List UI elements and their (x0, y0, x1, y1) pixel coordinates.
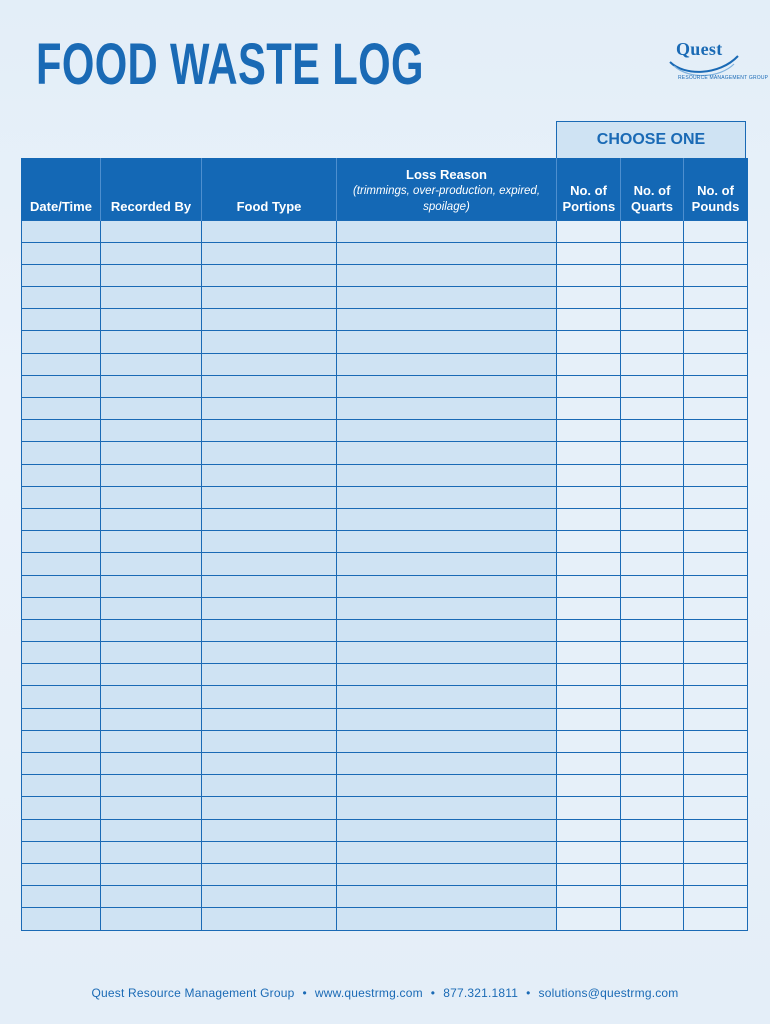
table-row (22, 420, 748, 442)
cell-date-time[interactable] (22, 775, 101, 797)
cell-loss-reason[interactable] (337, 353, 557, 375)
cell-recorded-by[interactable] (101, 287, 202, 309)
cell-date-time[interactable] (22, 708, 101, 730)
cell-portions[interactable] (557, 775, 621, 797)
cell-recorded-by[interactable] (101, 841, 202, 863)
cell-recorded-by[interactable] (101, 353, 202, 375)
cell-date-time[interactable] (22, 797, 101, 819)
table-row (22, 442, 748, 464)
cell-recorded-by[interactable] (101, 886, 202, 908)
table-row (22, 708, 748, 730)
cell-portions[interactable] (557, 753, 621, 775)
cell-loss-reason[interactable] (337, 287, 557, 309)
cell-recorded-by[interactable] (101, 597, 202, 619)
cell-portions[interactable] (557, 375, 621, 397)
table-row (22, 375, 748, 397)
cell-recorded-by[interactable] (101, 753, 202, 775)
cell-recorded-by[interactable] (101, 686, 202, 708)
cell-pounds[interactable] (684, 220, 748, 242)
cell-food-type[interactable] (202, 264, 337, 286)
cell-date-time[interactable] (22, 420, 101, 442)
food-waste-log-table (21, 158, 748, 931)
cell-recorded-by[interactable] (101, 264, 202, 286)
cell-food-type[interactable] (202, 331, 337, 353)
table-row (22, 575, 748, 597)
cell-portions[interactable] (557, 398, 621, 420)
cell-loss-reason[interactable] (337, 708, 557, 730)
cell-loss-reason[interactable] (337, 664, 557, 686)
cell-date-time[interactable] (22, 531, 101, 553)
cell-recorded-by[interactable] (101, 642, 202, 664)
cell-food-type[interactable] (202, 508, 337, 530)
cell-quarts[interactable] (621, 420, 684, 442)
cell-pounds[interactable] (684, 508, 748, 530)
cell-recorded-by[interactable] (101, 464, 202, 486)
cell-pounds[interactable] (684, 575, 748, 597)
cell-quarts[interactable] (621, 553, 684, 575)
cell-portions[interactable] (557, 575, 621, 597)
cell-quarts[interactable] (621, 464, 684, 486)
cell-pounds[interactable] (684, 730, 748, 752)
cell-loss-reason[interactable] (337, 619, 557, 641)
cell-food-type[interactable] (202, 464, 337, 486)
table-row (22, 353, 748, 375)
cell-portions[interactable] (557, 797, 621, 819)
cell-date-time[interactable] (22, 464, 101, 486)
cell-food-type[interactable] (202, 619, 337, 641)
cell-pounds[interactable] (684, 819, 748, 841)
bullet-icon: • (526, 986, 531, 1000)
cell-date-time[interactable] (22, 908, 101, 930)
cell-pounds[interactable] (684, 242, 748, 264)
cell-food-type[interactable] (202, 242, 337, 264)
table-row (22, 508, 748, 530)
cell-pounds[interactable] (684, 553, 748, 575)
cell-food-type[interactable] (202, 442, 337, 464)
cell-pounds[interactable] (684, 708, 748, 730)
table-row (22, 797, 748, 819)
cell-pounds[interactable] (684, 375, 748, 397)
cell-quarts[interactable] (621, 353, 684, 375)
cell-quarts[interactable] (621, 863, 684, 885)
cell-loss-reason[interactable] (337, 442, 557, 464)
cell-recorded-by[interactable] (101, 398, 202, 420)
cell-recorded-by[interactable] (101, 775, 202, 797)
cell-loss-reason[interactable] (337, 420, 557, 442)
cell-recorded-by[interactable] (101, 242, 202, 264)
loss-reason-hint: (trimmings, over-production, expired, spoilage) (352, 184, 541, 213)
cell-loss-reason[interactable] (337, 819, 557, 841)
cell-loss-reason[interactable] (337, 597, 557, 619)
cell-pounds[interactable] (684, 753, 748, 775)
column-header-loss-reason (337, 158, 557, 220)
cell-loss-reason[interactable] (337, 220, 557, 242)
cell-food-type[interactable] (202, 863, 337, 885)
cell-loss-reason[interactable] (337, 508, 557, 530)
cell-loss-reason[interactable] (337, 642, 557, 664)
cell-loss-reason[interactable] (337, 464, 557, 486)
table-row (22, 886, 748, 908)
cell-quarts[interactable] (621, 686, 684, 708)
loss-reason-label: Loss Reason (406, 166, 487, 182)
table-row (22, 863, 748, 885)
table-row (22, 553, 748, 575)
cell-food-type[interactable] (202, 575, 337, 597)
cell-date-time[interactable] (22, 819, 101, 841)
cell-loss-reason[interactable] (337, 264, 557, 286)
cell-loss-reason[interactable] (337, 531, 557, 553)
cell-date-time[interactable] (22, 508, 101, 530)
cell-loss-reason[interactable] (337, 841, 557, 863)
table-row (22, 775, 748, 797)
cell-pounds[interactable] (684, 264, 748, 286)
table-row (22, 398, 748, 420)
cell-loss-reason[interactable] (337, 309, 557, 331)
cell-pounds[interactable] (684, 531, 748, 553)
cell-recorded-by[interactable] (101, 442, 202, 464)
cell-recorded-by[interactable] (101, 486, 202, 508)
table-row (22, 597, 748, 619)
cell-portions[interactable] (557, 642, 621, 664)
cell-portions[interactable] (557, 442, 621, 464)
cell-date-time[interactable] (22, 553, 101, 575)
cell-portions[interactable] (557, 242, 621, 264)
table-row (22, 730, 748, 752)
cell-loss-reason[interactable] (337, 753, 557, 775)
cell-pounds[interactable] (684, 908, 748, 930)
cell-quarts[interactable] (621, 908, 684, 930)
table-row (22, 287, 748, 309)
table-row (22, 642, 748, 664)
cell-quarts[interactable] (621, 841, 684, 863)
cell-food-type[interactable] (202, 220, 337, 242)
cell-food-type[interactable] (202, 375, 337, 397)
cell-food-type[interactable] (202, 398, 337, 420)
cell-date-time[interactable] (22, 398, 101, 420)
cell-pounds[interactable] (684, 309, 748, 331)
cell-portions[interactable] (557, 708, 621, 730)
cell-date-time[interactable] (22, 642, 101, 664)
cell-pounds[interactable] (684, 686, 748, 708)
cell-quarts[interactable] (621, 398, 684, 420)
table-row (22, 220, 748, 242)
cell-recorded-by[interactable] (101, 553, 202, 575)
cell-loss-reason[interactable] (337, 375, 557, 397)
footer-email: solutions@questrmg.com (538, 986, 679, 1000)
table-row (22, 753, 748, 775)
cell-food-type[interactable] (202, 642, 337, 664)
footer-website: www.questrmg.com (314, 986, 423, 1000)
cell-quarts[interactable] (621, 797, 684, 819)
cell-portions[interactable] (557, 464, 621, 486)
cell-recorded-by[interactable] (101, 508, 202, 530)
cell-date-time[interactable] (22, 730, 101, 752)
cell-pounds[interactable] (684, 642, 748, 664)
cell-date-time[interactable] (22, 753, 101, 775)
choose-one-label: CHOOSE ONE (556, 121, 746, 159)
cell-quarts[interactable] (621, 375, 684, 397)
cell-recorded-by[interactable] (101, 309, 202, 331)
cell-portions[interactable] (557, 508, 621, 530)
cell-portions[interactable] (557, 597, 621, 619)
cell-pounds[interactable] (684, 420, 748, 442)
table-row (22, 686, 748, 708)
cell-quarts[interactable] (621, 642, 684, 664)
cell-quarts[interactable] (621, 886, 684, 908)
cell-loss-reason[interactable] (337, 398, 557, 420)
cell-recorded-by[interactable] (101, 420, 202, 442)
cell-loss-reason[interactable] (337, 575, 557, 597)
table-row (22, 486, 748, 508)
cell-food-type[interactable] (202, 287, 337, 309)
cell-recorded-by[interactable] (101, 708, 202, 730)
cell-pounds[interactable] (684, 886, 748, 908)
cell-food-type[interactable] (202, 353, 337, 375)
cell-pounds[interactable] (684, 331, 748, 353)
cell-date-time[interactable] (22, 309, 101, 331)
quest-logo (664, 36, 769, 88)
cell-portions[interactable] (557, 353, 621, 375)
cell-quarts[interactable] (621, 242, 684, 264)
cell-pounds[interactable] (684, 398, 748, 420)
cell-pounds[interactable] (684, 863, 748, 885)
cell-date-time[interactable] (22, 686, 101, 708)
cell-pounds[interactable] (684, 664, 748, 686)
cell-pounds[interactable] (684, 797, 748, 819)
cell-pounds[interactable] (684, 464, 748, 486)
cell-loss-reason[interactable] (337, 486, 557, 508)
cell-loss-reason[interactable] (337, 775, 557, 797)
cell-food-type[interactable] (202, 420, 337, 442)
table-row (22, 309, 748, 331)
cell-portions[interactable] (557, 331, 621, 353)
cell-quarts[interactable] (621, 264, 684, 286)
cell-food-type[interactable] (202, 486, 337, 508)
table-row (22, 464, 748, 486)
cell-loss-reason[interactable] (337, 730, 557, 752)
cell-portions[interactable] (557, 730, 621, 752)
cell-quarts[interactable] (621, 819, 684, 841)
cell-food-type[interactable] (202, 553, 337, 575)
cell-portions[interactable] (557, 664, 621, 686)
cell-pounds[interactable] (684, 287, 748, 309)
bullet-icon: • (430, 986, 436, 1000)
table-row (22, 619, 748, 641)
cell-pounds[interactable] (684, 442, 748, 464)
footer-contact (0, 986, 770, 1000)
cell-pounds[interactable] (684, 619, 748, 641)
cell-recorded-by[interactable] (101, 619, 202, 641)
column-header-date-time: Date/Time (22, 158, 101, 220)
cell-food-type[interactable] (202, 730, 337, 752)
cell-recorded-by[interactable] (101, 908, 202, 930)
cell-food-type[interactable] (202, 686, 337, 708)
cell-recorded-by[interactable] (101, 375, 202, 397)
cell-quarts[interactable] (621, 287, 684, 309)
cell-quarts[interactable] (621, 664, 684, 686)
cell-date-time[interactable] (22, 664, 101, 686)
table-row (22, 819, 748, 841)
cell-loss-reason[interactable] (337, 886, 557, 908)
cell-date-time[interactable] (22, 287, 101, 309)
cell-pounds[interactable] (684, 775, 748, 797)
cell-recorded-by[interactable] (101, 730, 202, 752)
logo-tagline: RESOURCE MANAGEMENT GROUP (678, 75, 769, 81)
table-row (22, 242, 748, 264)
cell-food-type[interactable] (202, 708, 337, 730)
cell-portions[interactable] (557, 841, 621, 863)
table-row (22, 841, 748, 863)
cell-portions[interactable] (557, 486, 621, 508)
cell-portions[interactable] (557, 287, 621, 309)
cell-food-type[interactable] (202, 597, 337, 619)
cell-date-time[interactable] (22, 597, 101, 619)
cell-food-type[interactable] (202, 797, 337, 819)
column-header-portions: No. of Portions (557, 158, 621, 220)
cell-date-time[interactable] (22, 353, 101, 375)
cell-portions[interactable] (557, 686, 621, 708)
cell-portions[interactable] (557, 863, 621, 885)
cell-recorded-by[interactable] (101, 863, 202, 885)
cell-portions[interactable] (557, 220, 621, 242)
table-row (22, 531, 748, 553)
cell-date-time[interactable] (22, 575, 101, 597)
cell-quarts[interactable] (621, 753, 684, 775)
table-header-row (22, 158, 748, 220)
page-title: FOOD WASTE LOG (36, 32, 424, 97)
cell-recorded-by[interactable] (101, 819, 202, 841)
cell-portions[interactable] (557, 908, 621, 930)
table-row (22, 664, 748, 686)
cell-date-time[interactable] (22, 863, 101, 885)
cell-portions[interactable] (557, 531, 621, 553)
cell-portions[interactable] (557, 886, 621, 908)
cell-food-type[interactable] (202, 753, 337, 775)
cell-quarts[interactable] (621, 575, 684, 597)
bullet-icon: • (302, 986, 307, 1000)
cell-loss-reason[interactable] (337, 242, 557, 264)
cell-food-type[interactable] (202, 908, 337, 930)
table-body (22, 220, 748, 930)
cell-recorded-by[interactable] (101, 531, 202, 553)
table-row (22, 908, 748, 930)
cell-portions[interactable] (557, 553, 621, 575)
column-header-quarts: No. of Quarts (621, 158, 684, 220)
cell-date-time[interactable] (22, 886, 101, 908)
table-row (22, 331, 748, 353)
cell-quarts[interactable] (621, 597, 684, 619)
cell-quarts[interactable] (621, 309, 684, 331)
cell-date-time[interactable] (22, 242, 101, 264)
cell-portions[interactable] (557, 420, 621, 442)
cell-quarts[interactable] (621, 220, 684, 242)
cell-portions[interactable] (557, 264, 621, 286)
cell-recorded-by[interactable] (101, 664, 202, 686)
cell-quarts[interactable] (621, 508, 684, 530)
cell-recorded-by[interactable] (101, 575, 202, 597)
cell-quarts[interactable] (621, 708, 684, 730)
cell-food-type[interactable] (202, 664, 337, 686)
cell-quarts[interactable] (621, 331, 684, 353)
cell-quarts[interactable] (621, 442, 684, 464)
cell-loss-reason[interactable] (337, 908, 557, 930)
cell-pounds[interactable] (684, 841, 748, 863)
cell-recorded-by[interactable] (101, 220, 202, 242)
cell-date-time[interactable] (22, 331, 101, 353)
cell-quarts[interactable] (621, 531, 684, 553)
column-header-pounds: No. of Pounds (684, 158, 748, 220)
cell-food-type[interactable] (202, 841, 337, 863)
cell-loss-reason[interactable] (337, 686, 557, 708)
cell-recorded-by[interactable] (101, 331, 202, 353)
cell-food-type[interactable] (202, 819, 337, 841)
cell-loss-reason[interactable] (337, 863, 557, 885)
cell-date-time[interactable] (22, 841, 101, 863)
cell-quarts[interactable] (621, 730, 684, 752)
cell-pounds[interactable] (684, 486, 748, 508)
cell-date-time[interactable] (22, 375, 101, 397)
cell-portions[interactable] (557, 309, 621, 331)
cell-food-type[interactable] (202, 531, 337, 553)
cell-loss-reason[interactable] (337, 797, 557, 819)
cell-quarts[interactable] (621, 619, 684, 641)
cell-loss-reason[interactable] (337, 331, 557, 353)
cell-date-time[interactable] (22, 619, 101, 641)
column-header-food-type: Food Type (202, 158, 337, 220)
cell-date-time[interactable] (22, 486, 101, 508)
cell-portions[interactable] (557, 819, 621, 841)
cell-loss-reason[interactable] (337, 553, 557, 575)
cell-pounds[interactable] (684, 353, 748, 375)
logo-wordmark: Quest (676, 39, 723, 59)
table-row (22, 264, 748, 286)
column-header-recorded-by: Recorded By (101, 158, 202, 220)
footer-phone: 877.321.1811 (443, 986, 519, 1000)
cell-date-time[interactable] (22, 442, 101, 464)
cell-food-type[interactable] (202, 886, 337, 908)
cell-recorded-by[interactable] (101, 797, 202, 819)
cell-food-type[interactable] (202, 309, 337, 331)
cell-quarts[interactable] (621, 775, 684, 797)
cell-portions[interactable] (557, 619, 621, 641)
cell-quarts[interactable] (621, 486, 684, 508)
cell-food-type[interactable] (202, 775, 337, 797)
cell-date-time[interactable] (22, 220, 101, 242)
footer-company: Quest Resource Management Group (91, 986, 295, 1000)
cell-date-time[interactable] (22, 264, 101, 286)
cell-pounds[interactable] (684, 597, 748, 619)
